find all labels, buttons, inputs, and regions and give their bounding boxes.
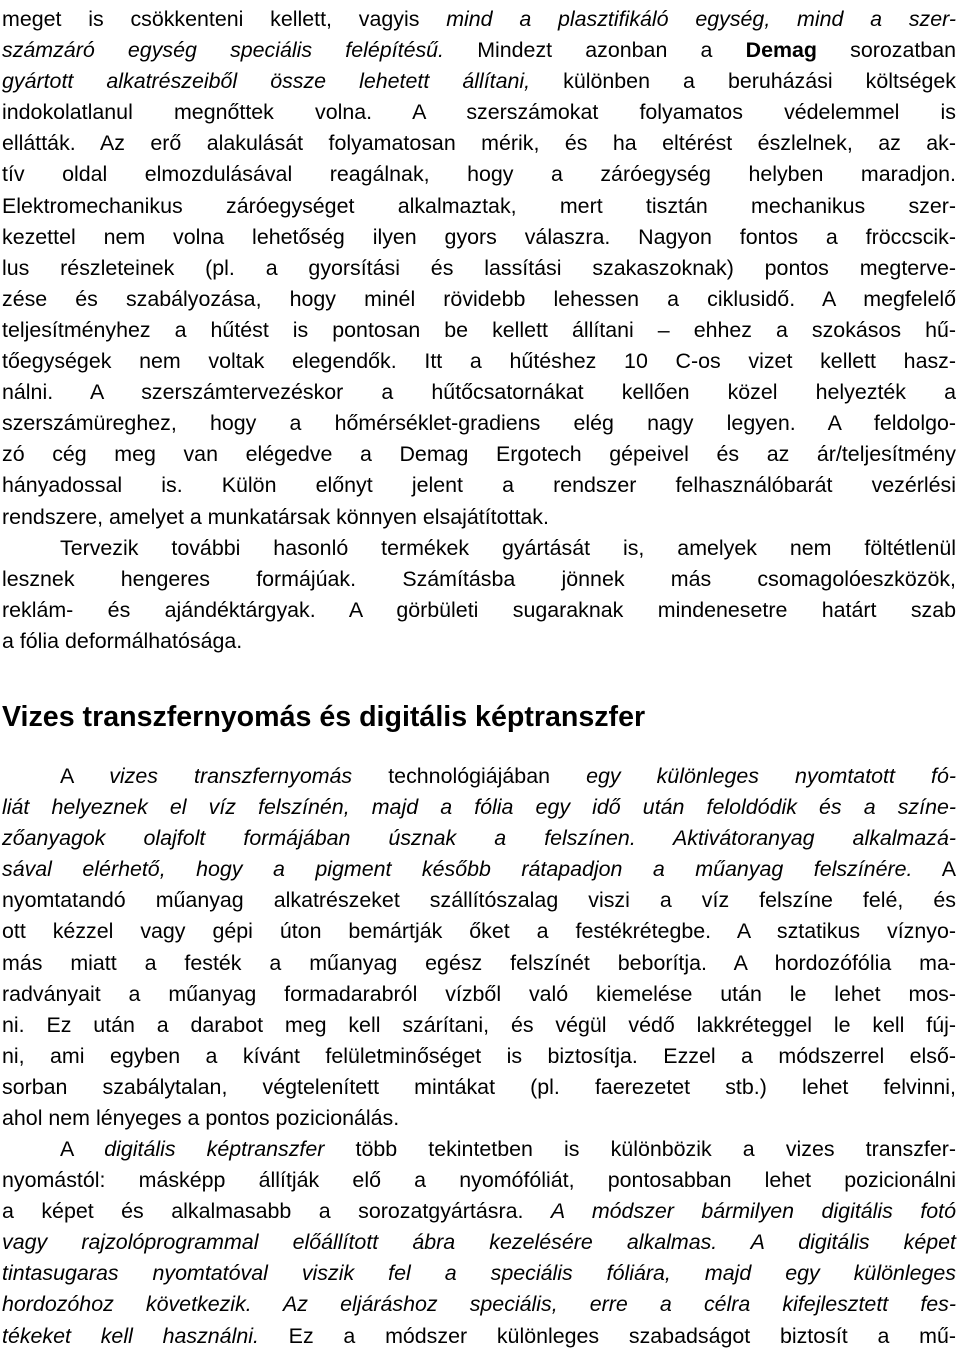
text-line: lesznek hengeres formájúak. Számításba jönnek más csomagolóeszközök, xyxy=(2,567,956,592)
text-line: A vizes transzfernyomás technológiájában egy különleges nyomtatott fó- xyxy=(60,764,956,788)
text-line: teljesítményhez a hűtést is pontosan be kellett állítani – ehhez a szokásos hű- xyxy=(2,317,956,342)
text-line: kezettel nem volna lehetőség ilyen gyors válaszra. Nagyon fontos a fröccscik- xyxy=(2,224,956,249)
text-line: nyomtatandó műanyag alkatrészeket szállítószalag viszi a víz felszíne felé, és xyxy=(2,888,956,913)
section-heading: Vizes transzfernyomás és digitális képtranszfer xyxy=(2,701,646,733)
text-line: ni. Ez után a darabot meg kell szárítani, és végül védő lakkréteggel le kell fúj- xyxy=(2,1012,956,1037)
paragraph-digital-transfer xyxy=(2,1134,956,1352)
text-line: ni, ami egyben a kívánt felületminőséget is biztosítja. Ezzel a módszerrel első- xyxy=(2,1043,956,1068)
text-line: ahol nem lényeges a pontos pozicionálás. xyxy=(2,1106,400,1131)
text-line: a képet és alkalmasabb a sorozatgyártásra. A módszer bármilyen digitális fotó xyxy=(2,1199,957,1224)
text-line: hányadossal is. Külön előnyt jelent a rendszer felhasználóbarát vezérlési xyxy=(2,473,956,498)
text-line: reklám- és ajándéktárgyak. A görbületi sugaraknak mindenesetre határt szab xyxy=(2,598,956,623)
text-line: zőanyagok olajfolt formájában úsznak a felszínen. Aktivátoranyag alkalmazá- xyxy=(2,826,956,851)
text-line: a fólia deformálhatósága. xyxy=(2,629,243,654)
text-line: tékeket kell használni. Ez a módszer különleges szabadságot biztosít a mű- xyxy=(2,1323,956,1348)
text-line: zó cég meg van elégedve a Demag Ergotech gépeivel és az ár/teljesítmény xyxy=(2,442,956,467)
text-line: rendszere, amelyet a munkatársak könnyen elsajátítottak. xyxy=(2,504,549,529)
text-line: gyártott alkatrészeiből össze lehetett állítani, különben a beruházási költségek xyxy=(2,69,956,94)
text-line: Tervezik további hasonló termékek gyártását is, amelyek nem föltétlenül xyxy=(60,536,956,560)
text-line: számzáró egység speciális felépítésű. Mindezt azonban a Demag sorozatban xyxy=(2,38,956,63)
paragraph-water-transfer xyxy=(2,761,956,1134)
text-line: tív oldal elmozdulásával reagálnak, hogy a záróegység helyben maradjon. xyxy=(2,162,956,187)
text-line: tőegységek nem voltak elegendők. Itt a hűtéshez 10 C-os vizet kellett hasz- xyxy=(2,349,956,374)
text-line: nyomástól: másképp állítják elő a nyomófóliát, pontosabban lehet pozicionálni xyxy=(2,1168,956,1193)
text-line: ellátták. Az erő alakulását folyamatosan mérik, és ha eltérést észlelnek, az ak- xyxy=(2,131,956,156)
text-line: ott kézzel vagy gépi úton bemártják őket a festékrétegbe. A sztatikus víznyo- xyxy=(2,919,956,944)
text-line: lus részleteinek (pl. a gyorsítási és lassítási szakaszoknak) pontos megterve- xyxy=(2,255,956,280)
text-line: meget is csökkenteni kellett, vagyis mind a plasztifikáló egység, mind a szer- xyxy=(2,7,956,31)
text-line: A digitális képtranszfer több tekintetben is különbözik a vizes transzfer- xyxy=(60,1137,957,1161)
text-line: indokolatlanul megnőttek volna. A szerszámokat folyamatos védelemmel is xyxy=(2,100,956,125)
paragraph-plans xyxy=(2,533,956,657)
text-line: nálni. A szerszámtervezéskor a hűtőcsatornákat kellően közel helyezték a xyxy=(2,380,956,405)
text-line: Elektromechanikus záróegységet alkalmaztak, mert tisztán mechanikus szer- xyxy=(2,193,956,218)
text-line: más miatt a festék a műanyag egész felszínét beborítja. A hordozófólia ma- xyxy=(2,950,956,975)
text-line: tintasugaras nyomtatóval viszik fel a speciális fóliára, majd egy különleges xyxy=(2,1261,956,1286)
paragraph-continuation xyxy=(2,4,956,533)
text-line: liát helyeznek el víz felszínén, majd a fólia egy idő után feloldódik és a színe- xyxy=(2,795,956,820)
text-line: sával elérhető, hogy a pigment később rátapadjon a műanyag felszínére. A xyxy=(2,857,956,882)
text-line: zése és szabályozása, hogy minél rövidebb lehessen a ciklusidő. A megfelelő xyxy=(2,286,956,311)
text-line: szerszámüreghez, hogy a hőmérséklet-gradiens elég nagy legyen. A feldolgo- xyxy=(2,411,956,436)
text-line: vagy rajzolóprogrammal előállított ábra kezelésére alkalmas. A digitális képet xyxy=(2,1230,956,1255)
text-line: sorban szabálytalan, végtelenített mintákat (pl. faerezetet stb.) lehet felvinni, xyxy=(2,1074,956,1099)
brand-name-demag: Demag xyxy=(745,38,817,63)
text-line: hordozóhoz következik. Az eljáráshoz speciális, erre a célra kifejlesztett fes- xyxy=(2,1292,956,1317)
text-line: radványait a műanyag formadarabról vízből való kiemelése után le lehet mos- xyxy=(2,981,956,1006)
